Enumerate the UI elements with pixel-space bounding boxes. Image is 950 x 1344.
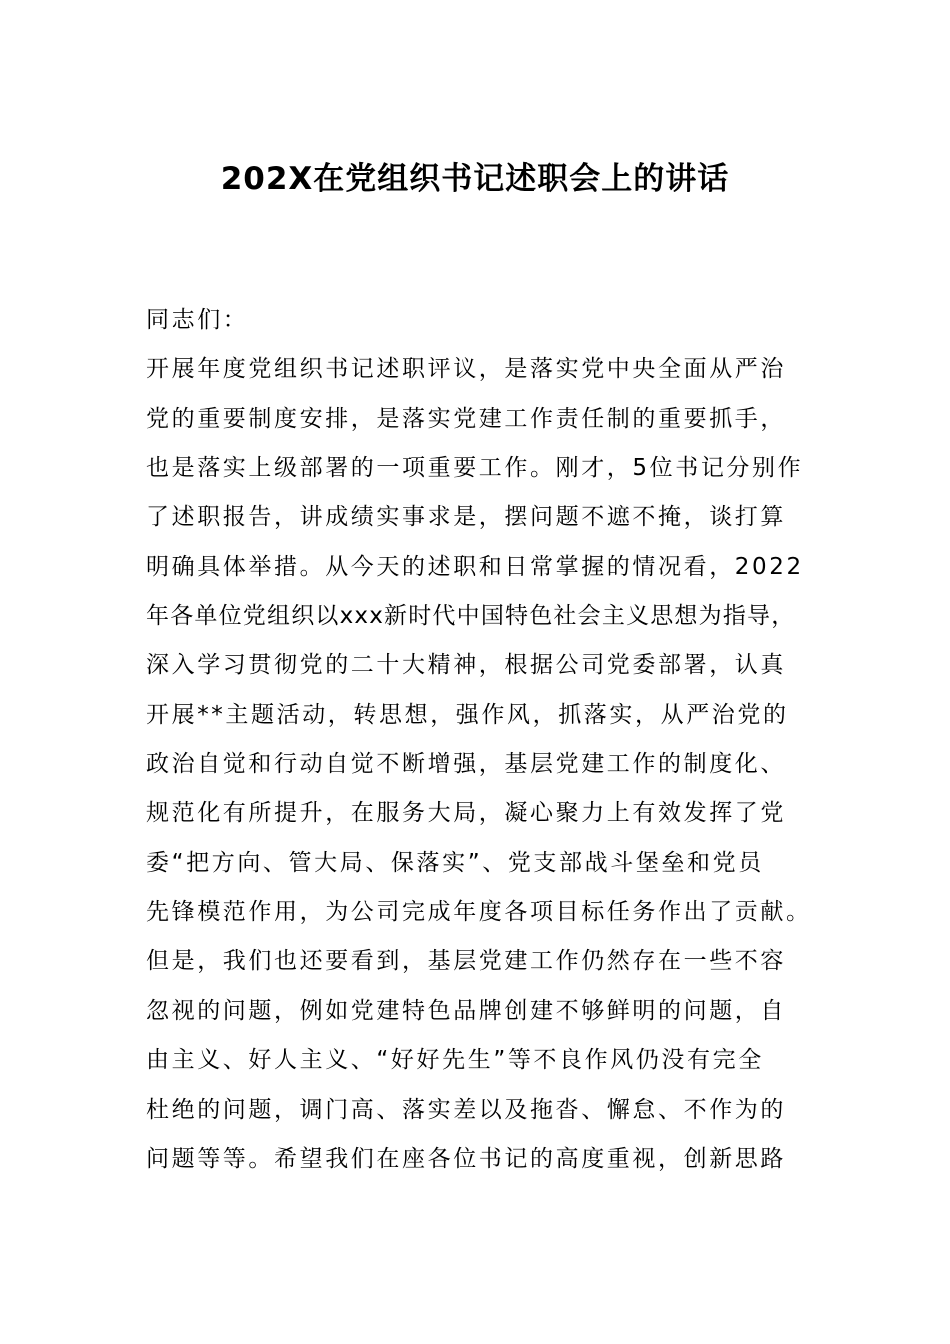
body-line: 开展年度党组织书记述职评议，是落实党中央全面从严治 xyxy=(146,356,786,383)
body-line: 党的重要制度安排，是落实党建工作责任制的重要抓手， xyxy=(146,405,786,432)
body-line: 规范化有所提升，在服务大局，凝心聚力上有效发挥了党 xyxy=(146,800,786,827)
body-line: 由主义、好人主义、“好好先生”等不良作风仍没有完全 xyxy=(146,1047,764,1074)
document-body xyxy=(146,296,826,1184)
body-line: 杜绝的问题，调门高、落实差以及拖沓、懈怠、不作为的 xyxy=(146,1096,786,1123)
body-line: 明确具体举措。从今天的述职和日常掌握的情况看，2022 xyxy=(146,553,804,580)
body-line: 委“把方向、管大局、保落实”、党支部战斗堡垒和党员 xyxy=(146,849,764,876)
body-line: 问题等等。希望我们在座各位书记的高度重视，创新思路 xyxy=(146,1145,786,1172)
body-line: 也是落实上级部署的一项重要工作。刚才，5位书记分别作 xyxy=(146,455,804,482)
body-line: 年各单位党组织以xxx新时代中国特色社会主义思想为指导， xyxy=(146,603,796,630)
body-line: 先锋模范作用，为公司完成年度各项目标任务作出了贡献。 xyxy=(146,899,812,926)
body-line: 忽视的问题，例如党建特色品牌创建不够鲜明的问题，自 xyxy=(146,997,786,1024)
body-line: 了述职报告，讲成绩实事求是，摆问题不遮不掩，谈打算 xyxy=(146,504,786,531)
body-line: 政治自觉和行动自觉不断增强，基层党建工作的制度化、 xyxy=(146,751,786,778)
body-line: 深入学习贯彻党的二十大精神，根据公司党委部署，认真 xyxy=(146,652,786,679)
salutation-line: 同志们： xyxy=(146,307,249,333)
body-line: 但是，我们也还要看到，基层党建工作仍然存在一些不容 xyxy=(146,948,786,975)
body-line: 开展**主题活动，转思想，强作风，抓落实，从严治党的 xyxy=(146,701,789,728)
document-title: 202X在党组织书记述职会上的讲话 xyxy=(220,161,730,197)
